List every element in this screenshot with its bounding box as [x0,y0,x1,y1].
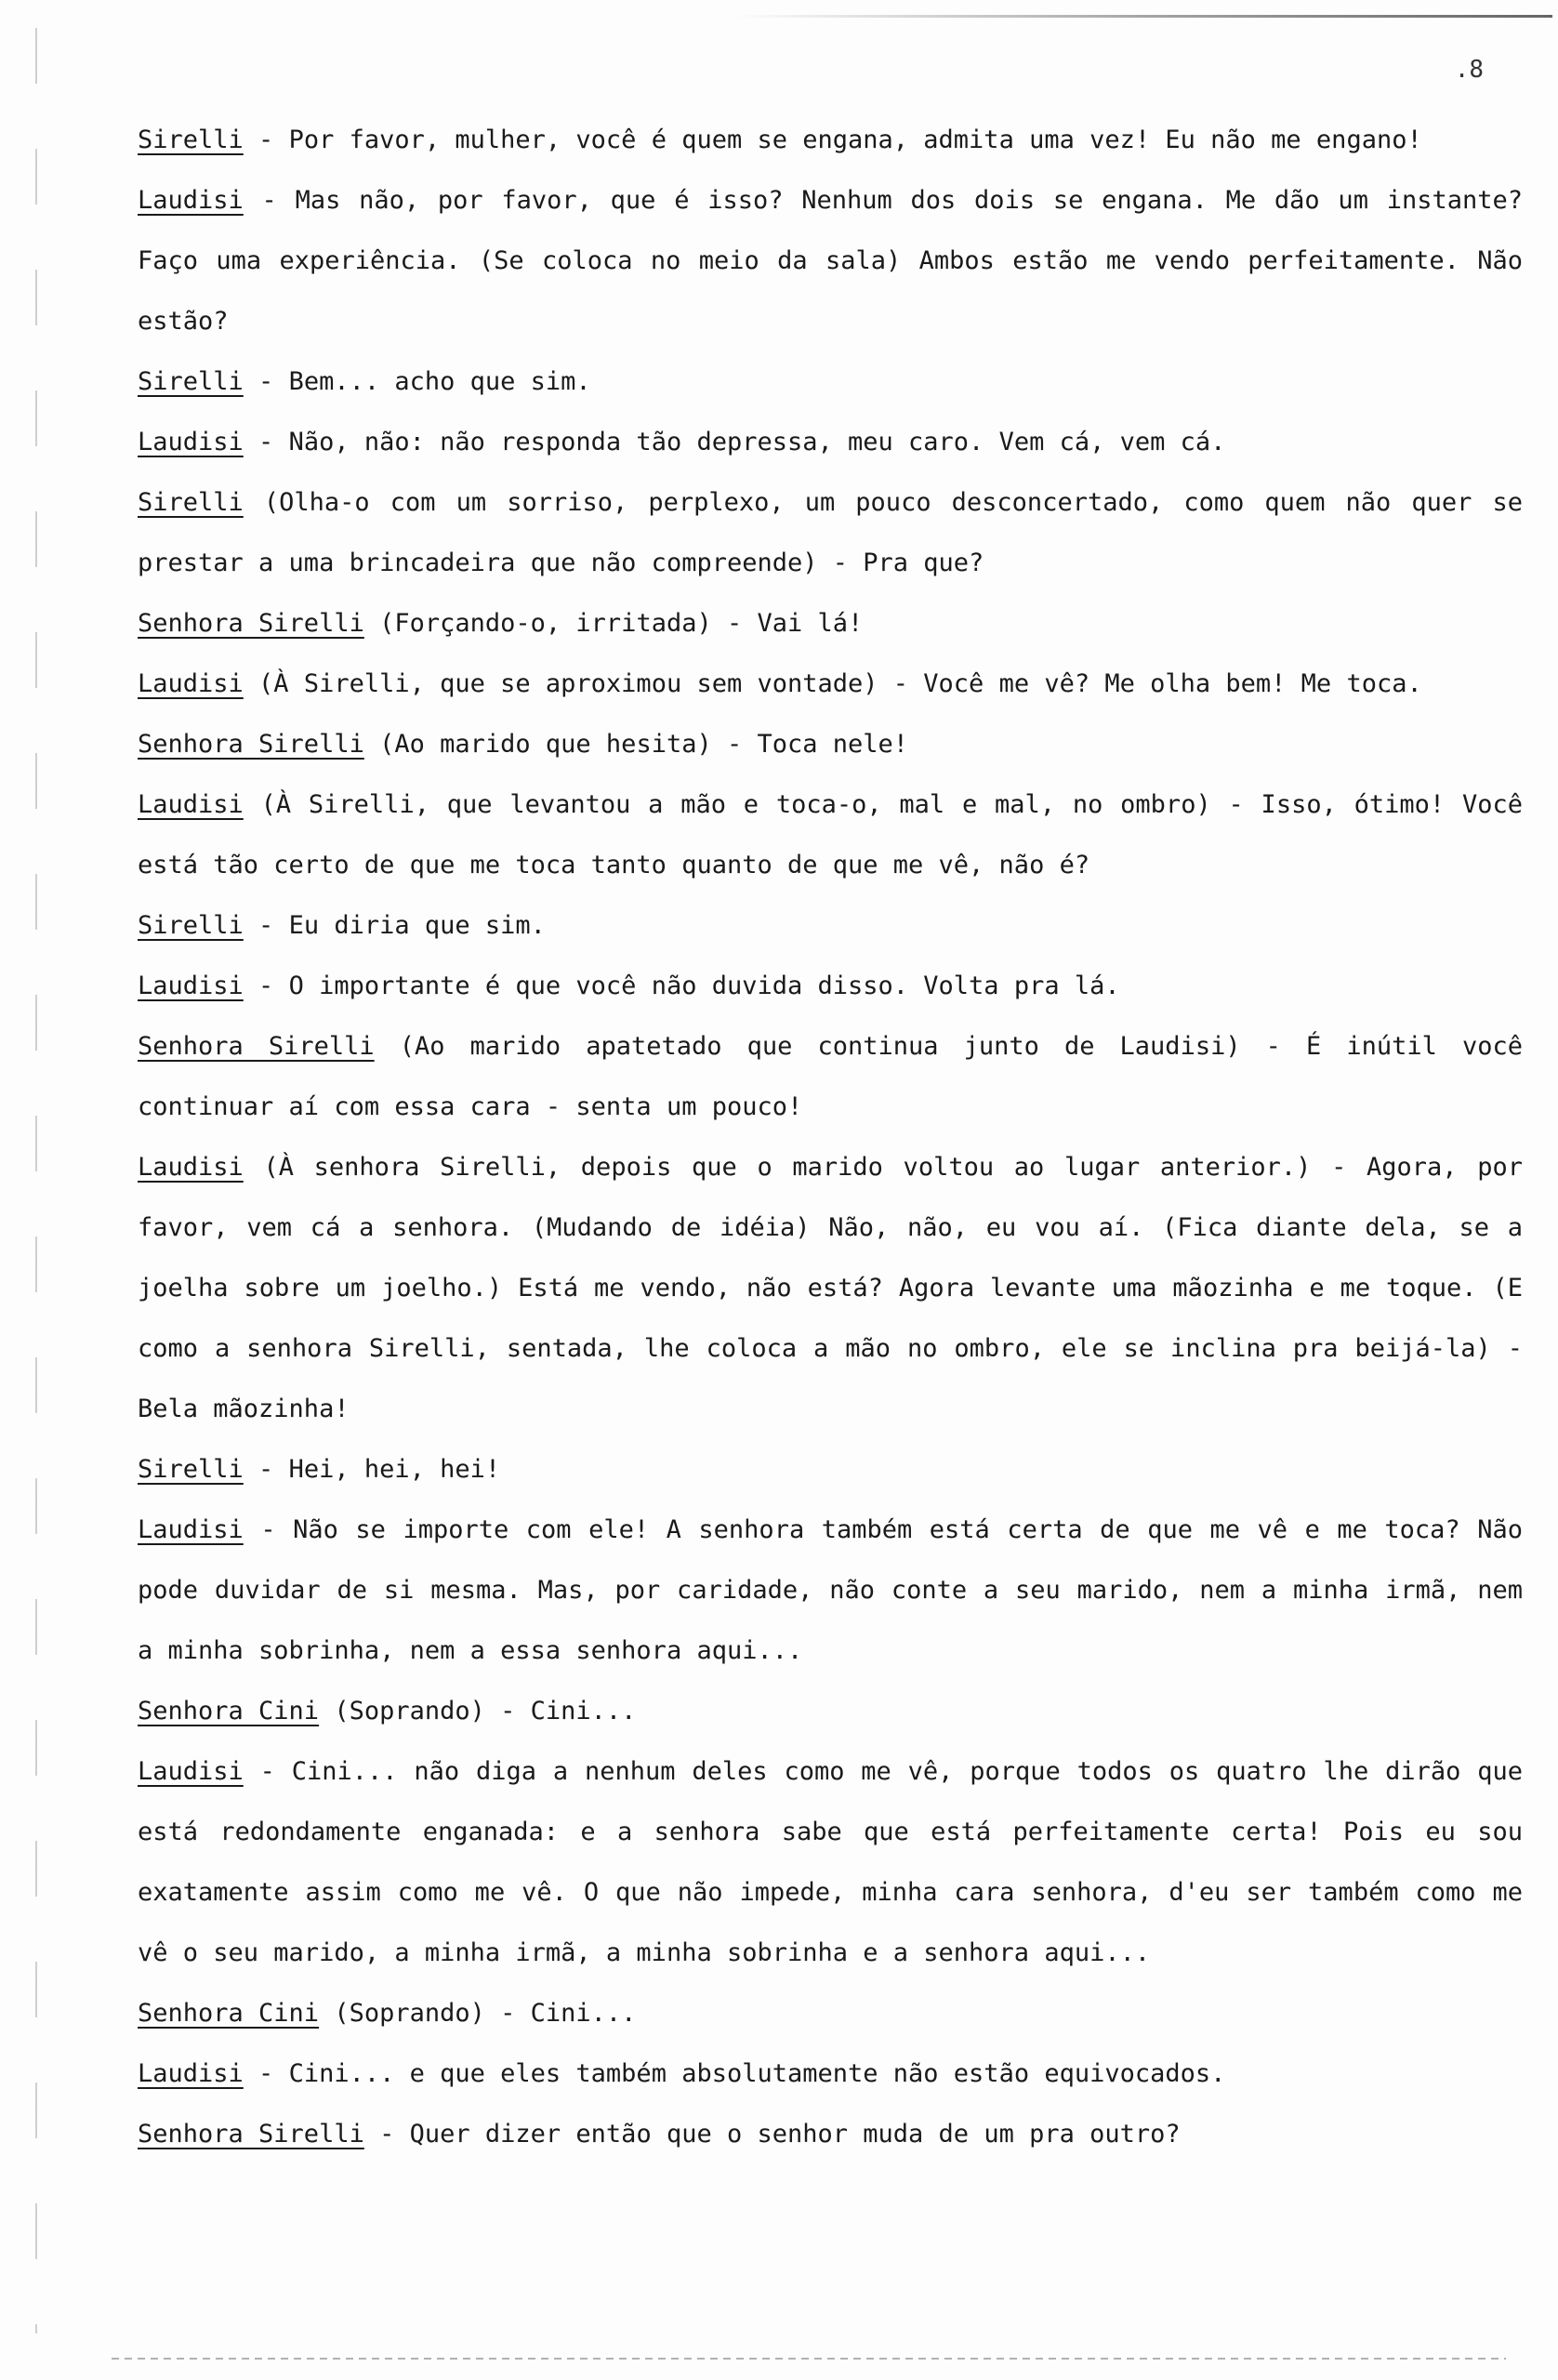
speech-text: (Ao marido apatetado que continua junto de Laudisi) - É inútil você continuar aí com essa cara - senta um pouco! [138,1032,1523,1121]
dialogue-line [138,170,1523,351]
speaker-name: Laudisi [138,1757,244,1786]
speech-text: - Mas não, por favor, que é isso? Nenhum dos dois se engana. Me dão um instante? Faço uma experiência. (Se coloca no meio da sala) Ambos estão me vendo perfeitamente. Não estão? [138,186,1523,336]
speech-text: - Não se importe com ele! A senhora também está certa de que me vê e me toca? Não pode duvidar de si mesma. Mas, por caridade, não conte a seu marido, nem a minha irmã, nem a minha sobrinha, nem a essa senhora aqui... [138,1515,1523,1665]
dialogue-body [138,110,1523,2164]
speech-text: (À senhora Sirelli, depois que o marido voltou ao lugar anterior.) - Agora, por favor, vem cá a senhora. (Mudando de idéia) Não, não, eu vou aí. (Fica diante dela, se a joelha sobre um joelho.) Está me vendo, não está? Agora levante uma mãozinha e me toque. (E como a senhora Sirelli, sentada, lhe coloca a mão no ombro, ele se inclina pra beijá-la) - Bela mãozinha! [138,1153,1523,1423]
speaker-name: Laudisi [138,1153,244,1182]
scan-edge-left [35,28,37,2334]
speaker-name: Laudisi [138,972,244,1000]
speaker-name: Laudisi [138,428,244,456]
speaker-name: Sirelli [138,488,244,517]
dialogue-line [138,1983,1523,2043]
dialogue-line [138,412,1523,472]
speaker-name: Senhora Sirelli [138,2120,364,2149]
dialogue-line [138,1137,1523,1439]
scan-edge-top [734,15,1552,18]
speech-text: - Bem... acho que sim. [243,367,591,396]
page-number: .8 [1454,56,1484,84]
speech-text: - Quer dizer então que o senhor muda de um pra outro? [363,2120,1181,2149]
dialogue-line [138,774,1523,895]
speech-text: - Hei, hei, hei! [243,1455,501,1484]
speaker-name: Laudisi [138,790,244,819]
speaker-name: Senhora Cini [138,1999,320,2028]
dialogue-line [138,351,1523,412]
speaker-name: Laudisi [138,1515,244,1544]
speaker-name: Senhora Sirelli [138,1032,375,1061]
dialogue-line [138,1016,1523,1137]
dialogue-line [138,2043,1523,2104]
dialogue-line [138,895,1523,956]
dialogue-line [138,472,1523,593]
speech-text: - Eu diria que sim. [243,911,546,940]
dialogue-line [138,714,1523,774]
speech-text: (Forçando-o, irritada) - Vai lá! [363,609,864,638]
speaker-name: Sirelli [138,367,244,396]
dialogue-line [138,593,1523,654]
speaker-name: Sirelli [138,1455,244,1484]
speaker-name: Laudisi [138,669,244,698]
dialogue-line [138,1439,1523,1500]
speaker-name: Sirelli [138,126,244,154]
speech-text: - Cini... não diga a nenhum deles como me vê, porque todos os quatro lhe dirão que está redondamente enganada: e a senhora sabe que está perfeitamente certa! Pois eu sou exatamente assim como me vê. O que não impede, minha cara senhora, d'eu ser também como me vê o seu marido, a minha irmã, a minha sobrinha e a senhora aqui... [138,1757,1523,1967]
dialogue-line [138,654,1523,714]
speaker-name: Laudisi [138,186,244,215]
scan-edge-bottom [112,2358,1506,2360]
dialogue-line [138,110,1523,170]
speech-text: (À Sirelli, que levantou a mão e toca-o, mal e mal, no ombro) - Isso, ótimo! Você está tão certo de que me toca tanto quanto de que me vê, não é? [138,790,1523,879]
speech-text: (À Sirelli, que se aproximou sem vontade) - Você me vê? Me olha bem! Me toca. [243,669,1422,698]
speech-text: - Cini... e que eles também absolutamente não estão equivocados. [243,2059,1226,2088]
dialogue-line [138,1741,1523,1983]
speech-text: (Olha-o com um sorriso, perplexo, um pouco desconcertado, como quem não quer se prestar a uma brincadeira que não compreende) - Pra que? [138,488,1523,577]
dialogue-line [138,1500,1523,1681]
speech-text: (Ao marido que hesita) - Toca nele! [363,730,909,759]
speech-text: - Não, não: não responda tão depressa, meu caro. Vem cá, vem cá. [243,428,1226,456]
speaker-name: Sirelli [138,911,244,940]
dialogue-line [138,1681,1523,1741]
speech-text: (Soprando) - Cini... [319,1697,637,1726]
speech-text: - Por favor, mulher, você é quem se engana, admita uma vez! Eu não me engano! [243,126,1422,154]
speaker-name: Senhora Sirelli [138,609,364,638]
speaker-name: Senhora Sirelli [138,730,364,759]
speech-text: (Soprando) - Cini... [319,1999,637,2028]
dialogue-line [138,2104,1523,2164]
speaker-name: Laudisi [138,2059,244,2088]
speaker-name: Senhora Cini [138,1697,320,1726]
dialogue-line [138,956,1523,1016]
speech-text: - O importante é que você não duvida disso. Volta pra lá. [243,972,1120,1000]
